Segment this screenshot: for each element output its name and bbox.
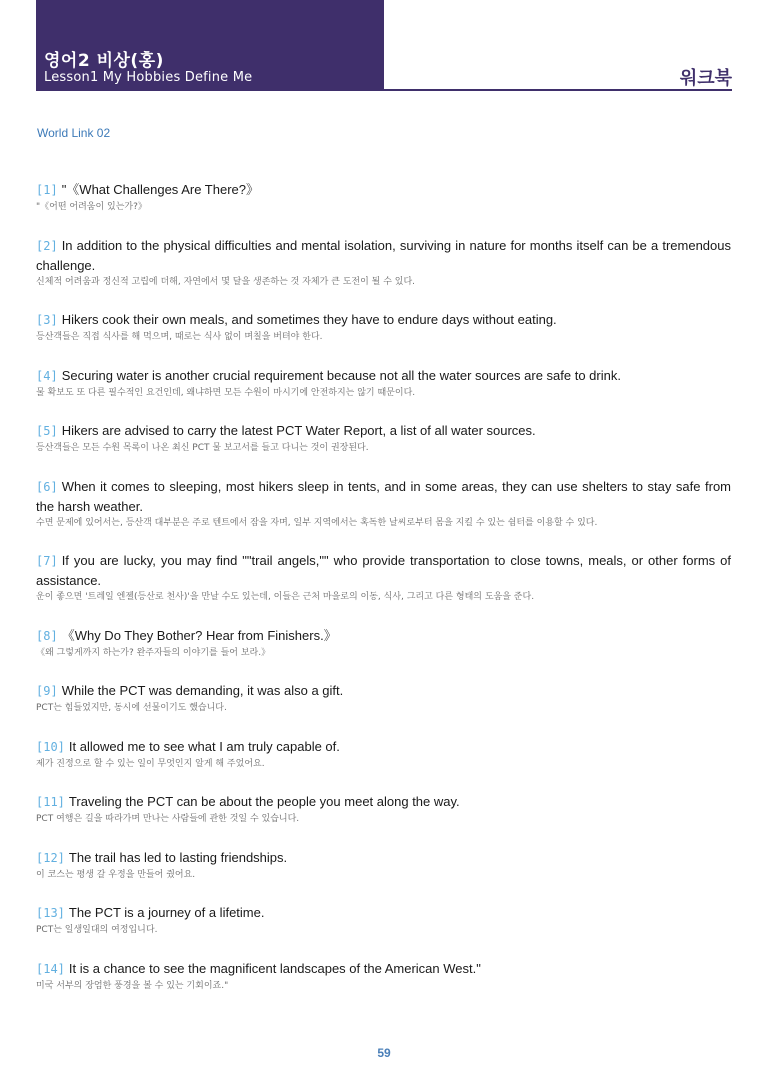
sentence-number: [1] [36, 183, 58, 197]
korean-translation: 등산객들은 직접 식사를 해 먹으며, 때로는 식사 없이 며칠을 버텨야 한다. [36, 332, 323, 342]
sentence-number: [4] [36, 368, 58, 383]
english-text: While the PCT was demanding, it was also a gift. [61, 683, 344, 698]
sentence-number: [11] [36, 795, 65, 809]
list-item [36, 792, 731, 826]
sentence-list [36, 180, 731, 1014]
english-text: "《What Challenges Are There?》 [61, 182, 259, 197]
korean-translation: "《어떤 어려움이 있는가?》 [36, 202, 147, 212]
list-item [36, 421, 731, 455]
korean-translation: 미국 서부의 장엄한 풍경을 볼 수 있는 기회이죠." [36, 980, 229, 991]
english-text: The trail has led to lasting friendships. [68, 849, 288, 865]
english-text: Securing water is another crucial requirement because not all the water sources are safe to drink. [61, 367, 621, 383]
korean-translation: 등산객들은 모든 수원 목록이 나온 최신 PCT 물 보고서를 들고 다니는 것이 권장된다. [36, 443, 369, 453]
book-title: 영어2 비상(홍) [44, 51, 164, 71]
english-sentence [36, 626, 731, 646]
sentence-number: [10] [36, 739, 65, 754]
list-item [36, 737, 731, 771]
sentence-number: [7] [36, 554, 58, 568]
list-item [36, 959, 731, 993]
english-text: If you are lucky, you may find ""trail angels,"" who provide transportation to close towns, meals, or other forms of assistance. [36, 553, 731, 588]
korean-translation: 《왜 그렇게까지 하는가? 완주자들의 이야기를 들어 보라.》 [36, 647, 271, 658]
english-sentence [36, 903, 731, 923]
english-sentence [36, 848, 731, 868]
sentence-number: [3] [36, 313, 58, 327]
korean-translation: 수면 문제에 있어서는, 등산객 대부분은 주로 텐트에서 잠을 자며, 일부 지역에서는 혹독한 날씨로부터 몸을 지킬 수 있는 쉼터를 이용할 수 있다. [36, 517, 598, 528]
list-item [36, 310, 731, 344]
list-item [36, 681, 731, 715]
sentence-number: [12] [36, 850, 65, 865]
english-text: It allowed me to see what I am truly capable of. [68, 738, 340, 754]
english-sentence [36, 792, 731, 812]
korean-translation: 제가 진정으로 할 수 있는 일이 무엇인지 알게 해 주었어요. [36, 758, 265, 769]
english-text: In addition to the physical difficulties and mental isolation, surviving in nature for months itself can be a tremendous challenge. [36, 237, 731, 273]
english-sentence [36, 959, 731, 979]
english-sentence [36, 366, 731, 386]
sentence-number: [5] [36, 424, 58, 438]
list-item [36, 551, 731, 604]
list-item [36, 236, 731, 289]
english-text: 《Why Do They Bother? Hear from Finishers.》 [61, 627, 337, 643]
english-text: It is a chance to see the magnificent landscapes of the American West." [68, 960, 481, 976]
korean-translation: PCT는 힘들었지만, 동시에 선물이기도 했습니다. [36, 703, 227, 713]
english-text: When it comes to sleeping, most hikers sleep in tents, and in some areas, they can use shelters to stay safe from the harsh weather. [36, 478, 731, 514]
list-item [36, 848, 731, 882]
sentence-number: [9] [36, 684, 58, 698]
english-text: The PCT is a journey of a lifetime. [68, 905, 265, 920]
sentence-number: [14] [36, 961, 65, 976]
english-text: Traveling the PCT can be about the people you meet along the way. [68, 794, 460, 809]
korean-translation: 운이 좋으면 '트레일 엔젤(등산로 천사)'을 만날 수도 있는데, 이들은 근처 마을로의 이동, 식사, 그리고 다른 형태의 도움을 준다. [36, 592, 535, 602]
sentence-number: [13] [36, 906, 65, 920]
korean-translation: PCT 여행은 길을 따라가며 만나는 사람들에 관한 것일 수 있습니다. [36, 814, 300, 824]
header-divider [36, 89, 732, 91]
english-sentence [36, 737, 731, 757]
english-sentence [36, 551, 731, 590]
list-item [36, 903, 731, 937]
list-item [36, 477, 731, 530]
english-sentence [36, 421, 731, 441]
sentence-number: [6] [36, 479, 58, 494]
english-sentence [36, 180, 731, 200]
list-item [36, 180, 731, 214]
list-item [36, 626, 731, 660]
korean-translation: 신체적 어려움과 정신적 고립에 더해, 자연에서 몇 달을 생존하는 것 자체가 큰 도전이 될 수 있다. [36, 276, 416, 287]
lesson-title: Lesson1 My Hobbies Define Me [44, 70, 253, 85]
english-text: Hikers cook their own meals, and sometimes they have to endure days without eating. [61, 312, 557, 327]
list-item [36, 366, 731, 400]
english-sentence [36, 681, 731, 701]
page-number: 59 [377, 1046, 391, 1060]
sentence-number: [2] [36, 238, 58, 253]
korean-translation: 물 확보도 또 다른 필수적인 요건인데, 왜냐하면 모든 수원이 마시기에 안전하지는 않기 때문이다. [36, 387, 416, 398]
korean-translation: 이 코스는 평생 갈 우정을 만들어 줬어요. [36, 869, 196, 880]
sentence-number: [8] [36, 628, 58, 643]
english-sentence [36, 236, 731, 275]
section-title: World Link 02 [37, 126, 111, 140]
workbook-label: 워크북 [679, 68, 732, 89]
english-sentence [36, 310, 731, 330]
korean-translation: PCT는 일생일대의 여정입니다. [36, 925, 158, 935]
english-text: Hikers are advised to carry the latest PCT Water Report, a list of all water sources. [61, 423, 536, 438]
english-sentence [36, 477, 731, 516]
